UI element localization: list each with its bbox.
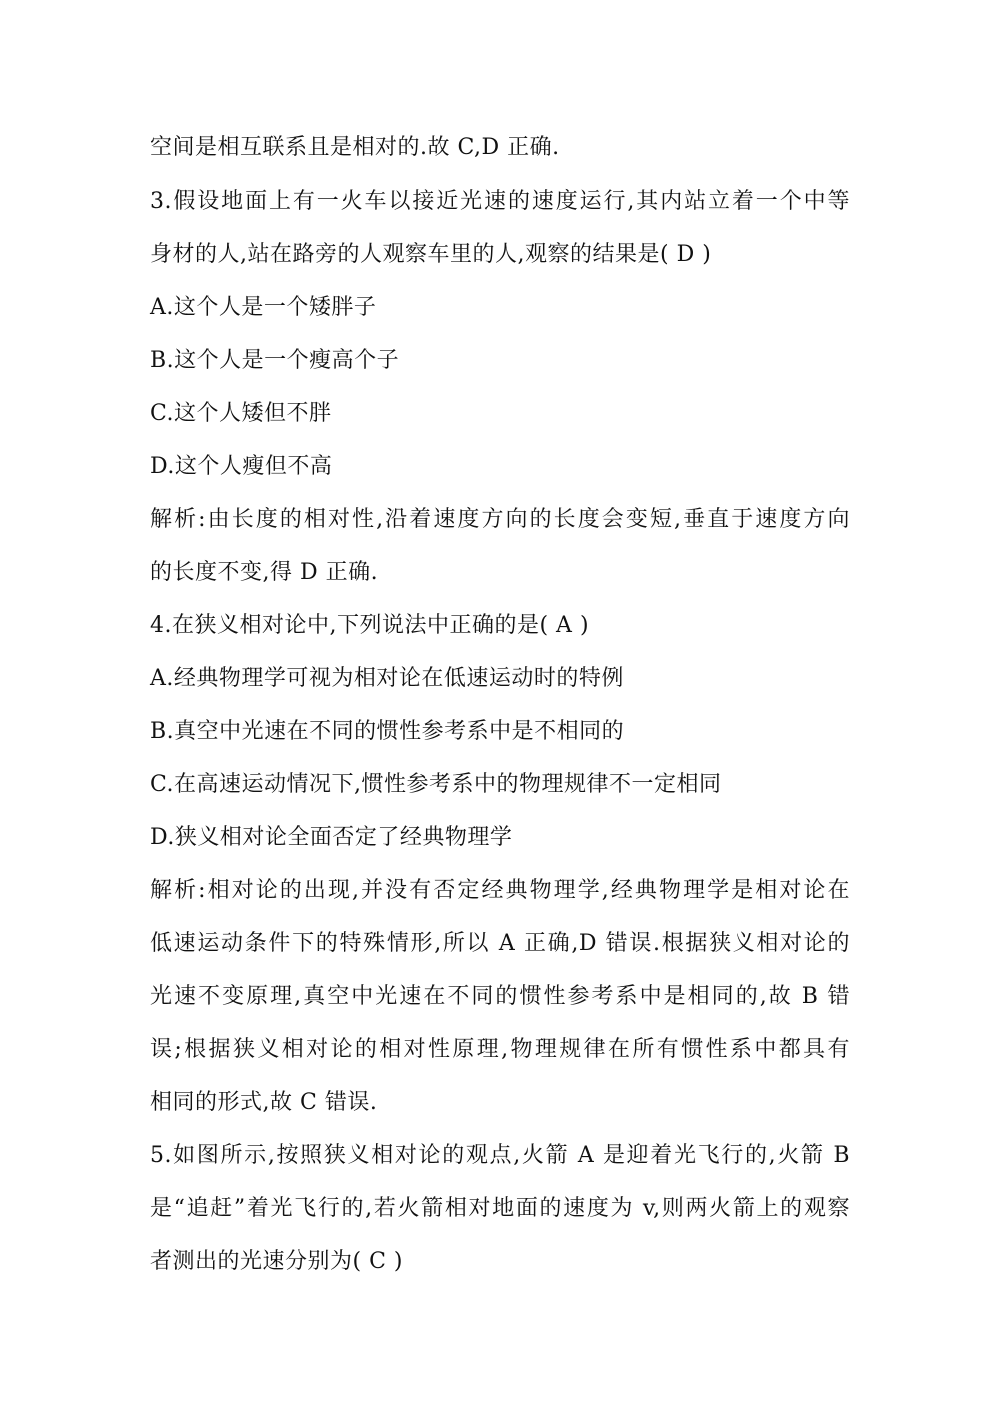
question-4-analysis-cont-2: 光速不变原理,真空中光速在不同的惯性参考系中是相同的,故 B 错 bbox=[150, 984, 850, 1009]
question-3-analysis-cont: 的长度不变,得 D 正确. bbox=[150, 560, 379, 585]
question-3-option-b: B.这个人是一个瘦高个子 bbox=[150, 348, 400, 373]
question-4-analysis-cont-4: 相同的形式,故 C 错误. bbox=[150, 1090, 378, 1115]
question-4-option-b: B.真空中光速在不同的惯性参考系中是不相同的 bbox=[150, 719, 625, 744]
question-4-analysis-cont-1: 低速运动条件下的特殊情形,所以 A 正确,D 错误.根据狭义相对论的 bbox=[150, 931, 850, 956]
question-3-option-a: A.这个人是一个矮胖子 bbox=[150, 295, 377, 320]
question-4-option-a: A.经典物理学可视为相对论在低速运动时的特例 bbox=[150, 666, 624, 691]
question-3-analysis: 解析:由长度的相对性,沿着速度方向的长度会变短,垂直于速度方向 bbox=[150, 507, 850, 532]
question-3-stem: 3.假设地面上有一火车以接近光速的速度运行,其内站立着一个中等 bbox=[150, 189, 850, 214]
question-4-option-c: C.在高速运动情况下,惯性参考系中的物理规律不一定相同 bbox=[150, 772, 722, 797]
question-3-option-c: C.这个人矮但不胖 bbox=[150, 401, 332, 426]
text-line-prev-conclusion: 空间是相互联系且是相对的.故 C,D 正确. bbox=[150, 135, 560, 160]
question-5-stem-cont-1: 是“追赶”着光飞行的,若火箭相对地面的速度为 v,则两火箭上的观察 bbox=[150, 1196, 850, 1221]
question-4-option-d: D.狭义相对论全面否定了经典物理学 bbox=[150, 825, 513, 850]
question-3-option-d: D.这个人瘦但不高 bbox=[150, 454, 333, 479]
question-4-analysis: 解析:相对论的出现,并没有否定经典物理学,经典物理学是相对论在 bbox=[150, 878, 850, 903]
question-4-stem: 4.在狭义相对论中,下列说法中正确的是( A ) bbox=[150, 613, 590, 638]
question-5-stem-cont-2: 者测出的光速分别为( C ) bbox=[150, 1249, 403, 1274]
question-5-stem: 5.如图所示,按照狭义相对论的观点,火箭 A 是迎着光飞行的,火箭 B bbox=[150, 1143, 850, 1168]
question-3-stem-cont: 身材的人,站在路旁的人观察车里的人,观察的结果是( D ) bbox=[150, 242, 712, 267]
question-4-analysis-cont-3: 误;根据狭义相对论的相对性原理,物理规律在所有惯性系中都具有 bbox=[150, 1037, 850, 1062]
